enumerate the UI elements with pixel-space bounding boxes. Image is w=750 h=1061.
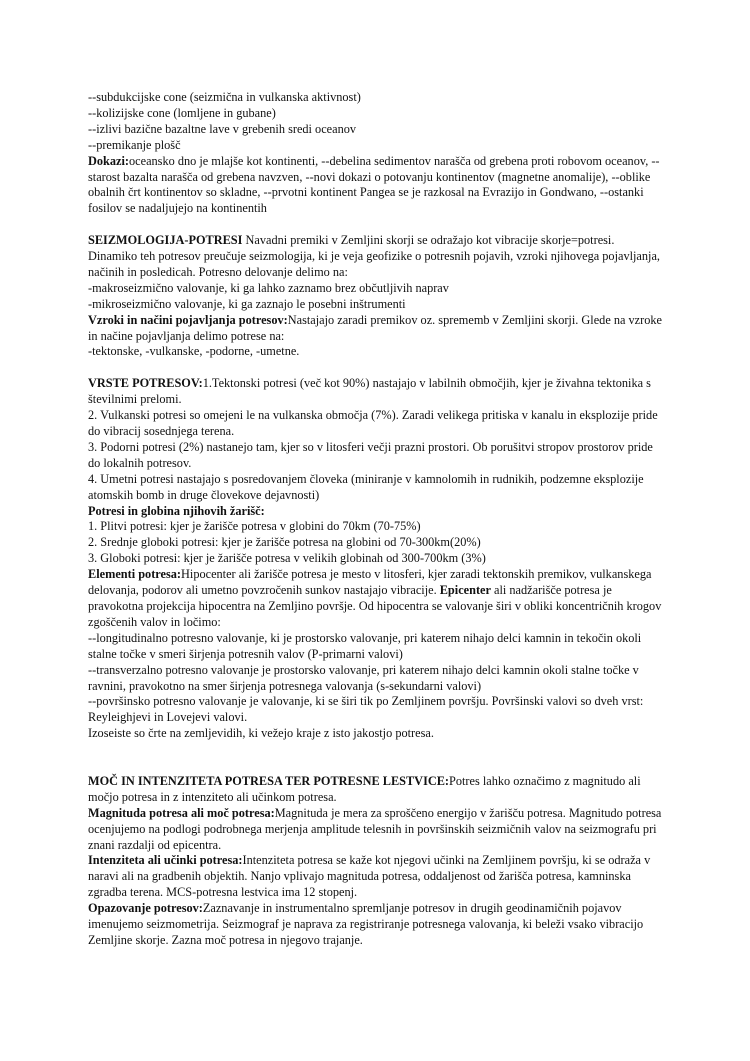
makroseizmicno-line: -makroseizmično valovanje, ki ga lahko zaznamo brez občutljivih naprav [88, 280, 449, 295]
vrste-item-2: 2. Vulkanski potresi so omejeni le na vulkanska območja (7%). Zaradi velikega pritiska v kanalu in eksplozije pride do vibracij sosednjega terena. [88, 408, 658, 438]
elementi-text-1: Hipocenter ali žarišče potresa je mesto v litosferi, kjer zaradi tektonskih premikov, vulkanskega delovanja, podorov ali umetno povzročenih sunkov nastajajo vibracije. [88, 567, 652, 598]
seizmologija-text: Navadni premiki v Zemljini skorji se odražajo kot vibracije skorje=potresi. Dinamiko teh potresov preučuje seizmologija, ki je veja geofizike o potresnih pojavih, vzroki njihovega pojavljanja, načinih in posledicah. Potresno delovanje delimo na: [88, 233, 660, 279]
elementi-paragraph [88, 567, 664, 631]
moc-heading: MOČ IN INTENZITETA POTRESA TER POTRESNE LESTVICE: [88, 773, 450, 788]
transverzalno-line: --transverzalno potresno valovanje je prostorsko valovanje, pri katerem nihajo delci kamnin okoli stalne točke v ravnini, pravokotno na smer širjenja potresnega valovanja (s-sekundarni valovi) [88, 662, 639, 693]
dokazi-heading: Dokazi: [88, 153, 129, 168]
globina-item-2: 2. Srednje globoki potresi: kjer je žarišče potresa na globini od 70-300km(20%) [88, 535, 481, 550]
spacer [88, 360, 664, 376]
spacer [88, 742, 664, 774]
izoseiste-line: Izoseiste so črte na zemljevidih, ki vežejo kraje z isto jakostjo potresa. [88, 726, 434, 741]
globina-item-3: 3. Globoki potresi: kjer je žarišče potresa v velikih globinah od 300-700km (3%) [88, 551, 486, 566]
povrsinsko-line: --površinsko potresno valovanje je valovanje, ki se širi tik po Zemljinem površju. Površinski valovi so dveh vrst: Reyleighjevi in Lovejevi valovi. [88, 694, 644, 725]
epicenter-term: Epicenter [439, 583, 491, 598]
intenziteta-paragraph [88, 853, 664, 901]
spacer [88, 217, 664, 233]
mikroseizmicno-line: -mikroseizmično valovanje, ki ga zaznajo le posebni inštrumenti [88, 296, 406, 311]
globina-heading-text: Potresi in globina njihovih žarišč: [88, 503, 265, 518]
bullet-premikanje: --premikanje plošč [88, 137, 181, 152]
magnituda-paragraph [88, 806, 664, 854]
moc-paragraph [88, 774, 664, 806]
bullet-subdukcija: --subdukcijske cone (seizmična in vulkanska aktivnost) [88, 90, 361, 104]
magnituda-text: Magnituda je mera za sproščeno energijo v žarišču potresa. Magnitudo potresa ocenjujemo na podlogi podrobnega merjenja amplitude telesnih in površinskih seizmičnih valov na seizmografu pri znani razdalji od epicentra. [88, 805, 662, 852]
seizmologija-heading: SEIZMOLOGIJA-POTRESI [88, 233, 243, 248]
vrste-paragraph [88, 376, 664, 408]
vrste-item-3: 3. Podorni potresi (2%) nastanejo tam, kjer so v litosferi večji prazni prostori. Ob porušitvi stropov prostorov pride do lokalnih potresov. [88, 439, 653, 470]
document-page [88, 90, 664, 949]
vrste-heading: VRSTE POTRESOV: [88, 376, 203, 391]
vrste-item-1: 1.Tektonski potresi (več kot 90%) nastajajo v labilnih območjih, kjer je živahna tektonika s številnimi prelomi. [88, 376, 651, 407]
seizmologija-paragraph [88, 233, 664, 281]
dokazi-text: oceansko dno je mlajše kot kontinenti, --debelina sedimentov narašča od grebena proti robovom oceanov, --starost bazalta narašča od grebena navzven, --novi dokazi o potovanju kontinentov (magnetne anomalije), --oblike obalnih črt kontinentov so skladne, --prvotni kontinent Pangea se je razkosal na Evrazijo in Gondwano, --ostanki fosilov se nadaljujejo na kontinentih [88, 153, 660, 216]
vzroki-list: -tektonske, -vulkanske, -podorne, -umetne. [88, 344, 300, 359]
longitudinalno-line: --longitudinalno potresno valovanje, ki je prostorsko valovanje, pri katerem nihajo delci kamnin in tekočin okoli stalne točke v smeri širjenja potresnih valov (P-primarni valovi) [88, 630, 642, 661]
intenziteta-heading: Intenziteta ali učinki potresa: [88, 853, 243, 868]
globina-item-1: 1. Plitvi potresi: kjer je žarišče potresa v globini do 70km (70-75%) [88, 519, 421, 534]
magnituda-heading: Magnituda potresa ali moč potresa: [88, 805, 275, 820]
dokazi-paragraph [88, 154, 664, 218]
elementi-text-2: ali nadžarišče potresa je pravokotna projekcija hipocentra na Zemljino površje. Od hipocentra se valovanje širi v obliki koncentričnih krogov zgoščenih valov in ločimo: [88, 583, 662, 629]
opazovanje-heading: Opazovanje potresov: [88, 901, 203, 916]
opazovanje-text: Zaznavanje in instrumentalno spremljanje potresov in drugih geodinamičnih pojavov imenujemo seizmometrija. Seizmograf je naprava za registriranje potresnega valovanja, ki beleži vsako vibracijo Zemljine skorje. Zazna moč potresa in njegovo trajanje. [88, 901, 644, 947]
elementi-heading: Elementi potresa: [88, 567, 182, 582]
bullet-izlivi: --izlivi bazične bazaltne lave v grebenih sredi oceanov [88, 121, 357, 136]
opazovanje-paragraph [88, 901, 664, 949]
vrste-item-4: 4. Umetni potresi nastajajo s posredovanjem človeka (miniranje v kamnolomih in rudnikih, podzemne eksplozije atomskih bomb in druge človekove dejavnosti) [88, 471, 644, 502]
moc-text: Potres lahko označimo z magnitudo ali močjo potresa in z intenziteto ali učinkom potresa. [88, 773, 641, 804]
globina-heading [88, 504, 664, 520]
intenziteta-text: Intenziteta potresa se kaže kot njegovi učinki na Zemljinem površju, ki se odraža v naravi ali na gradbenih objektih. Nanjo vplivajo magnituda potresa, oddaljenost od žarišča potresa, kamninska zgradba terena. MCS-potresna lestvica ima 12 stopenj. [88, 853, 651, 900]
vzroki-heading: Vzroki in načini pojavljanja potresov: [88, 312, 288, 327]
bullet-kolizija: --kolizijske cone (lomljene in gubane) [88, 105, 276, 120]
vzroki-text: Nastajajo zaradi premikov oz. sprememb v Zemljini skorji. Glede na vzroke in načine pojavljanja delimo potrese na: [88, 312, 662, 343]
vzroki-paragraph [88, 313, 664, 345]
